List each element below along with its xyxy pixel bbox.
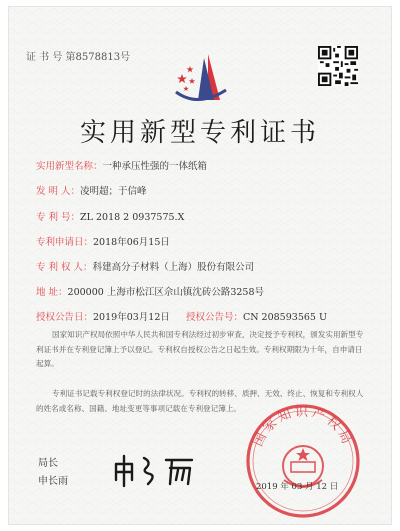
field-grant-dates xyxy=(36,309,327,323)
svg-text:国家知识产权局 xyxy=(251,405,355,449)
issue-date: 2019 年 03 月 12 日 xyxy=(256,482,339,492)
field-patent-number xyxy=(36,209,184,223)
certificate-number: 证 书 号 第8578813号 xyxy=(26,52,131,63)
official-seal-icon xyxy=(244,402,362,520)
field-label: 实用新型名称： xyxy=(36,161,103,172)
field-inventor xyxy=(36,183,147,197)
body-paragraph-2-text: 专利证书记载专利权登记时的法律状况。专利权的转移、质押、无效、终止、恢复和专利权人的姓名或名称、国籍、地址变更等事项记载在专利登记簿上。 xyxy=(36,389,364,413)
field-utility-model-name xyxy=(36,158,207,172)
field-patentee xyxy=(36,259,254,273)
field-value: 凌明超；于信峰 xyxy=(80,186,147,197)
field-value: 一种承压性强的一体纸箱 xyxy=(102,161,208,172)
field-value: 2018年06月15日 xyxy=(93,237,170,248)
field-value: 200000 上海市松江区佘山镇沈砖公路3258号 xyxy=(67,287,264,298)
field-label: 地 址： xyxy=(36,287,68,298)
signature-icon xyxy=(112,450,202,490)
field-filing-date xyxy=(36,234,170,248)
field-value: CN 208593565 U xyxy=(242,312,327,323)
field-label: 专 利 号： xyxy=(36,212,81,223)
field-label: 专利申请日： xyxy=(36,237,94,248)
field-value: 科建高分子材料（上海）股份有限公司 xyxy=(92,262,255,273)
director-title: 局长 xyxy=(38,458,58,469)
field-value: ZL 2018 2 0937575.X xyxy=(80,212,185,223)
body-paragraph-1-text: 国家知识产权局依照中华人民共和国专利法经过初步审查，决定授予专利权，颁发实用新型专利证书并在专利登记簿上予以登记。专利权自授权公告之日起生效。专利权期限为十年，自申请日起算。 xyxy=(36,330,364,368)
certificate-title: 实用新型专利证书 xyxy=(79,118,320,148)
field-label: 专 利 权 人： xyxy=(36,262,93,273)
qr-code-icon xyxy=(318,46,358,86)
field-label: 授权公告日： xyxy=(36,312,94,323)
field-address xyxy=(36,284,264,298)
field-label: 发 明 人： xyxy=(36,186,81,197)
field-value: 2019年03月12日 xyxy=(93,312,170,323)
patent-emblem-icon xyxy=(168,50,232,112)
director-name: 申长雨 xyxy=(38,476,68,487)
certificate xyxy=(8,6,392,525)
body-paragraph-1 xyxy=(36,328,364,372)
seal-text: 国家知识产权局 xyxy=(250,404,356,449)
field-label: 授权公告号： xyxy=(185,312,243,323)
